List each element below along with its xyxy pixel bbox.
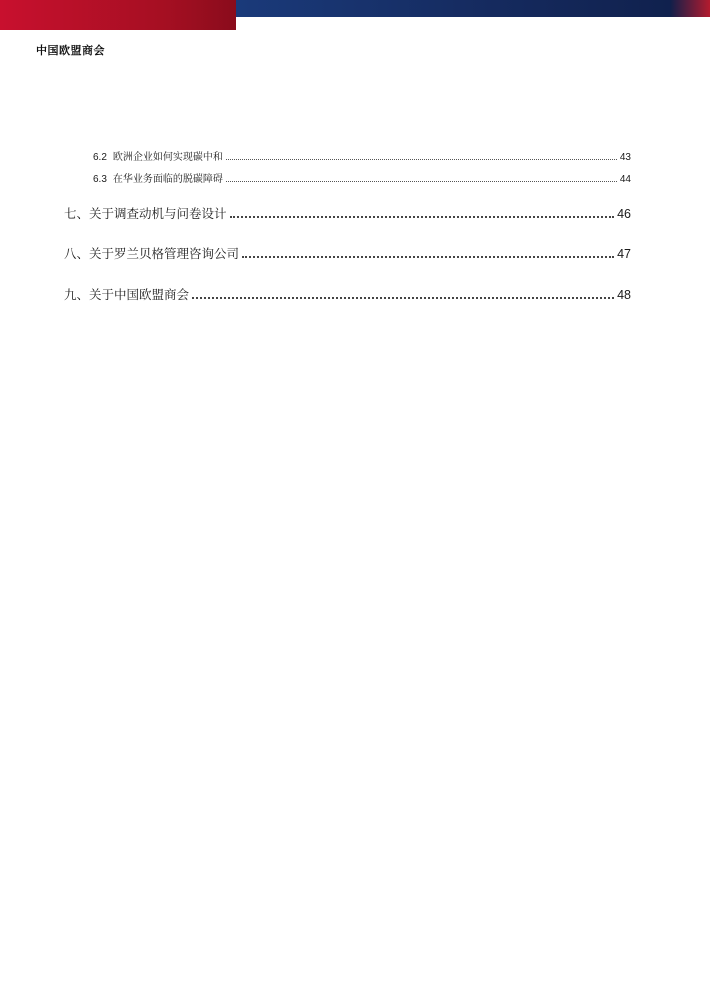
toc-entry-page: 46	[617, 207, 631, 221]
toc-entry-title: 九、关于中国欧盟商会	[64, 288, 190, 302]
toc-entry-page: 48	[617, 288, 631, 302]
toc-entry-title: 八、关于罗兰贝格管理咨询公司	[64, 247, 240, 261]
toc-leader-dots	[226, 180, 617, 182]
org-name: 中国欧盟商会	[36, 45, 105, 57]
toc-entry-6-3[interactable]	[93, 170, 631, 185]
toc-leader-dots	[230, 215, 615, 218]
toc-entry-number: 6.3	[93, 174, 107, 185]
toc-entry-title: 欧洲企业如何实现碳中和	[112, 152, 223, 163]
toc-leader-dots	[226, 158, 617, 160]
toc-entry-chapter-9[interactable]	[64, 285, 631, 303]
toc-entry-page: 43	[619, 152, 631, 163]
toc-entry-chapter-7[interactable]	[64, 204, 631, 222]
toc-leader-dots	[242, 255, 614, 258]
toc-entry-chapter-8[interactable]	[64, 244, 631, 262]
header-band-accent	[670, 0, 710, 17]
toc-leader-dots	[192, 296, 614, 299]
toc-entry-number: 6.2	[93, 152, 107, 163]
toc-entry-title: 在华业务面临的脱碳障碍	[112, 174, 223, 185]
header-band-red	[0, 0, 236, 30]
toc-entry-page: 44	[619, 174, 631, 185]
toc-entry-title: 七、关于调查动机与问卷设计	[64, 207, 227, 221]
header-band-blue	[236, 0, 710, 17]
header-band	[0, 0, 710, 30]
toc-entry-page: 47	[617, 247, 631, 261]
toc-entry-6-2[interactable]	[93, 148, 631, 163]
